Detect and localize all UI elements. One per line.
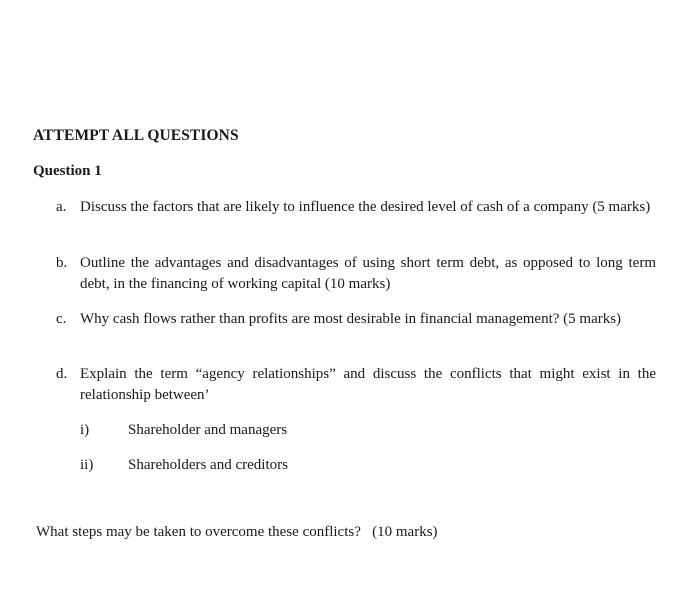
question-item-c xyxy=(56,309,656,330)
closing-question: What steps may be taken to overcome these conflicts? (10 marks) xyxy=(36,524,438,540)
sub-item-marker: i) xyxy=(80,422,90,438)
item-text: Explain the term “agency relationships” and discuss the conflicts that might exist in the relationship between’ xyxy=(80,366,656,403)
question-title: Question 1 xyxy=(33,163,102,179)
item-text: Discuss the factors that are likely to influence the desired level of cash of a company (5 marks) xyxy=(80,199,651,215)
question-item-d xyxy=(56,364,656,406)
sub-item-text: Shareholder and managers xyxy=(128,422,288,438)
sub-item-i xyxy=(80,420,287,441)
item-marker: b. xyxy=(56,255,68,271)
sub-item-marker: ii) xyxy=(80,457,94,473)
sub-item-text: Shareholders and creditors xyxy=(128,457,288,473)
item-marker: d. xyxy=(56,366,68,382)
question-item-b xyxy=(56,253,656,295)
item-text: Outline the advantages and disadvantages of using short term debt, as opposed to long term debt, in the financing of working capital (10 marks) xyxy=(80,255,656,292)
sub-item-ii xyxy=(80,455,288,476)
question-item-a xyxy=(56,197,656,218)
item-marker: a. xyxy=(56,199,67,215)
section-heading: ATTEMPT ALL QUESTIONS xyxy=(33,127,239,144)
item-marker: c. xyxy=(56,311,67,327)
item-text: Why cash flows rather than profits are most desirable in financial management? (5 marks) xyxy=(80,311,622,327)
